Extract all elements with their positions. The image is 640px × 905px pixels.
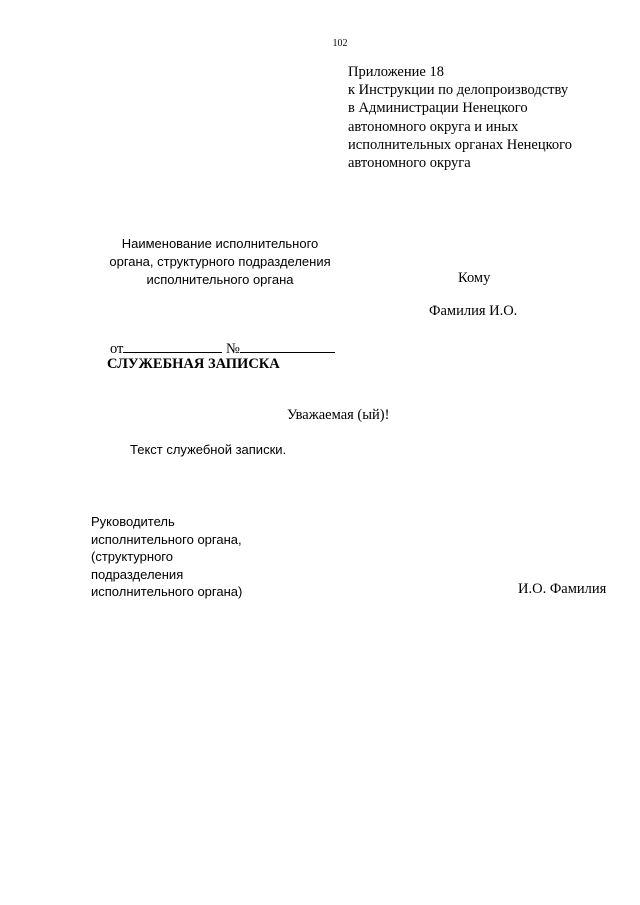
page-number: 102: [332, 38, 348, 49]
document-title: СЛУЖЕБНАЯ ЗАПИСКА: [107, 356, 280, 372]
date-blank: [123, 339, 222, 353]
appendix-line: автономного округа и иных: [348, 118, 519, 135]
sender-organization: [90, 235, 350, 289]
sender-line: органа, структурного подразделения: [109, 254, 331, 269]
sender-line: Наименование исполнительного: [121, 236, 319, 251]
number-label: №: [226, 341, 240, 357]
signature-line: Руководитель: [91, 514, 175, 529]
greeting: Уважаемая (ый)!: [287, 407, 390, 423]
signature-line: исполнительного органа): [91, 584, 243, 599]
signature-block: [91, 513, 242, 601]
appendix-line: к Инструкции по делопроизводству: [348, 82, 569, 99]
appendix-line: исполнительных органах Ненецкого: [348, 136, 572, 153]
from-label: от: [110, 341, 124, 357]
signature-line: (структурного: [91, 549, 173, 564]
signature-line: исполнительного органа,: [91, 531, 242, 547]
appendix-line: Приложение 18: [348, 64, 444, 80]
signer-name: И.О. Фамилия: [518, 581, 607, 597]
number-blank: [240, 339, 335, 353]
appendix-note: [348, 63, 572, 172]
body-text: Текст служебной записки.: [130, 442, 287, 457]
appendix-line: в Администрации Ненецкого: [348, 100, 528, 117]
recipient-label: Кому: [458, 270, 491, 286]
signature-line: подразделения: [91, 566, 184, 582]
sender-line: исполнительного органа: [146, 272, 294, 287]
recipient-name: Фамилия И.О.: [429, 303, 518, 319]
appendix-line: автономного округа: [348, 155, 471, 172]
